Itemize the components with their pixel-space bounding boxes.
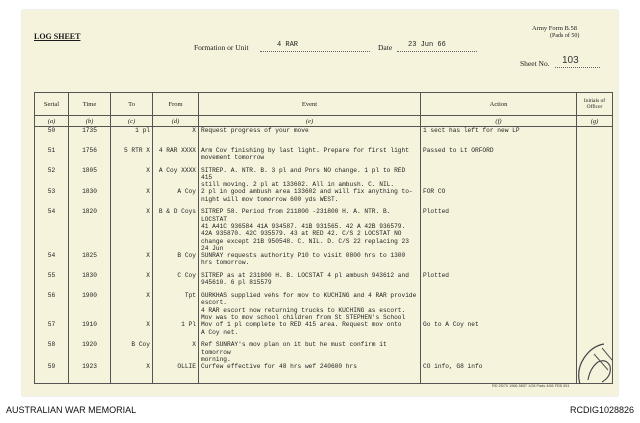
log-cell-from: B & D Coys: [153, 208, 199, 252]
log-cell-action: 1 sect has left for new LP: [421, 127, 577, 147]
formation-value: 4 RAR: [277, 41, 299, 49]
date-label: Date: [378, 43, 393, 52]
log-cell-initials: [577, 167, 613, 189]
log-cell-serial: 56: [35, 292, 69, 321]
army-form-label: Army Form B.58: [532, 25, 577, 32]
log-cell-event: SITREP. A. NTR. B. 3 pl and Pnrs NO change. 1 pl to RED 415 still moving. 2 pl at 133602. All in ambush. C. NIL.: [199, 167, 421, 189]
col-letter-e: (e): [199, 116, 421, 127]
log-cell-event: GURKHAS supplied vehs for mov to KUCHING and 4 RAR provide escort. 4 RAR escort now returning trucks to KUCHING as escort. Mov was to mov school children from St STEPHEN's School: [199, 292, 421, 321]
log-cell-time: 1920: [69, 341, 111, 363]
log-cell-time: 1735: [69, 127, 111, 147]
log-table: [34, 92, 613, 384]
col-letter-b: (b): [69, 116, 111, 127]
log-cell-action: [421, 292, 577, 321]
date-value: 23 Jun 66: [408, 41, 446, 49]
log-cell-event: SITREP as at 231800 H. B. LOCSTAT 4 pl ambush 943612 and 945610. 6 pl 815579: [199, 272, 421, 292]
log-cell-initials: [577, 147, 613, 167]
log-row: [35, 188, 613, 208]
pads-label: (Pads of 50): [550, 33, 580, 39]
log-cell-initials: [577, 188, 613, 208]
log-cell-action: Go to A Coy net: [421, 321, 577, 341]
handwritten-folio-mark: [574, 340, 618, 390]
log-cell-event: 2 pl in good ambush area 133602 and will fix anything to- night will mov tomorrow 600 yds WEST.: [199, 188, 421, 208]
log-cell-action: Plotted: [421, 208, 577, 252]
log-cell-initials: [577, 252, 613, 272]
log-cell-to: X: [111, 208, 153, 252]
log-cell-time: 1830: [69, 188, 111, 208]
log-cell-action: Passed to Lt ORFORD: [421, 147, 577, 167]
log-cell-event: Curfew effective for 48 hrs wef 240600 hrs: [199, 363, 421, 383]
col-letter-c: (c): [111, 116, 153, 127]
col-to: To: [111, 93, 153, 116]
log-row: [35, 321, 613, 341]
log-cell-action: FOR CO: [421, 188, 577, 208]
log-row: [35, 292, 613, 321]
log-cell-to: X: [111, 292, 153, 321]
col-from: From: [153, 93, 199, 116]
formation-label: Formation or Unit: [194, 43, 249, 52]
log-cell-to: X: [111, 167, 153, 189]
archive-name: AUSTRALIAN WAR MEMORIAL: [6, 405, 137, 415]
col-event: Event: [199, 93, 421, 116]
log-cell-initials: [577, 321, 613, 341]
date-underline: [397, 51, 477, 52]
log-cell-event: Arm Cov finishing by last light. Prepare for first light movement tomorrow: [199, 147, 421, 167]
log-row: [35, 147, 613, 167]
log-cell-to: X: [111, 321, 153, 341]
log-cell-from: Tpt: [153, 292, 199, 321]
sheet-number-value: 103: [562, 55, 579, 66]
log-cell-time: 1923: [69, 363, 111, 383]
log-cell-from: X: [153, 127, 199, 147]
log-row: [35, 341, 613, 363]
log-cell-serial: 51: [35, 147, 69, 167]
log-cell-action: CO info, G8 info: [421, 363, 577, 383]
col-initials: Initials of Officer: [577, 93, 613, 116]
log-entries: [35, 127, 613, 384]
log-cell-action: Plotted: [421, 272, 577, 292]
log-cell-from: A Coy: [153, 188, 199, 208]
log-cell-action: [421, 341, 577, 363]
log-cell-from: X: [153, 341, 199, 363]
log-cell-time: 1825: [69, 252, 111, 272]
column-header-row: [35, 93, 613, 116]
log-cell-time: 1830: [69, 272, 111, 292]
log-cell-initials: [577, 127, 613, 147]
log-cell-to: X: [111, 363, 153, 383]
log-cell-from: B Coy: [153, 252, 199, 272]
formation-underline: [260, 51, 370, 52]
log-cell-time: 1900: [69, 292, 111, 321]
log-cell-serial: 54: [35, 208, 69, 252]
log-cell-serial: 55: [35, 272, 69, 292]
log-cell-time: 1756: [69, 147, 111, 167]
col-letter-f: (f): [421, 116, 577, 127]
sheet-number-underline: [555, 67, 600, 68]
log-cell-time: 1820: [69, 208, 111, 252]
log-cell-event: Ref SUNRAY's mov plan on it but he must confirm it tomorrow morning.: [199, 341, 421, 363]
log-row: [35, 208, 613, 252]
col-action: Action: [421, 93, 577, 116]
log-cell-serial: 52: [35, 167, 69, 189]
log-cell-action: [421, 167, 577, 189]
log-cell-event: SUNRAY requests authority P10 to visit 0800 hrs to 1300 hrs tomorrow.: [199, 252, 421, 272]
col-letter-g: (g): [577, 116, 613, 127]
log-cell-serial: 57: [35, 321, 69, 341]
log-cell-initials: [577, 292, 613, 321]
col-letter-a: (a): [35, 116, 69, 127]
log-cell-time: 1910: [69, 321, 111, 341]
log-cell-event: Mov of 1 pl complete to RED 415 area. Request mov onto A Coy net.: [199, 321, 421, 341]
log-cell-to: X: [111, 272, 153, 292]
log-cell-to: 5 RTR X: [111, 147, 153, 167]
log-row: [35, 127, 613, 147]
column-letter-row: [35, 116, 613, 127]
log-row: [35, 252, 613, 272]
log-cell-to: 1 pl: [111, 127, 153, 147]
log-cell-time: 1805: [69, 167, 111, 189]
log-cell-from: C Coy: [153, 272, 199, 292]
print-note: RD 25/70 1966 5837 1/28 Pads 4/66 FEB 051: [492, 384, 570, 388]
log-cell-to: X: [111, 252, 153, 272]
col-letter-d: (d): [153, 116, 199, 127]
sheet-number-label: Sheet No.: [520, 59, 550, 68]
log-cell-event: SITREP 58. Period from 211800 -231800 H. A. NTR. B. LOCSTAT 41 A41C 936584 41A 934587. 41B 931565. 42 A 42B 936579. 42A 935870. 42C 935579. 43 at RED 42. C/S 2 LOCSTAT NO change except 21B 950548. C. NIL. D. C/S 22 replacing 23 24 Jun: [199, 208, 421, 252]
log-cell-initials: [577, 208, 613, 252]
archive-id: RCDIG1028826: [569, 405, 634, 415]
log-row: [35, 167, 613, 189]
log-cell-from: 4 RAR XXXX: [153, 147, 199, 167]
log-cell-from: A Coy XXXX: [153, 167, 199, 189]
log-cell-action: [421, 252, 577, 272]
log-cell-serial: 54: [35, 252, 69, 272]
log-cell-from: 1 Pl: [153, 321, 199, 341]
log-cell-serial: 58: [35, 341, 69, 363]
sheet-title: LOG SHEET: [34, 32, 81, 41]
col-time: Time: [69, 93, 111, 116]
log-cell-serial: 50: [35, 127, 69, 147]
log-sheet-paper: [22, 10, 618, 396]
log-cell-event: Request progress of your move: [199, 127, 421, 147]
col-serial: Serial: [35, 93, 69, 116]
log-row: [35, 272, 613, 292]
log-cell-from: OLLIE: [153, 363, 199, 383]
log-row: [35, 363, 613, 383]
log-cell-serial: 53: [35, 188, 69, 208]
log-cell-to: X: [111, 188, 153, 208]
log-cell-to: B Coy: [111, 341, 153, 363]
log-cell-initials: [577, 272, 613, 292]
log-cell-serial: 59: [35, 363, 69, 383]
